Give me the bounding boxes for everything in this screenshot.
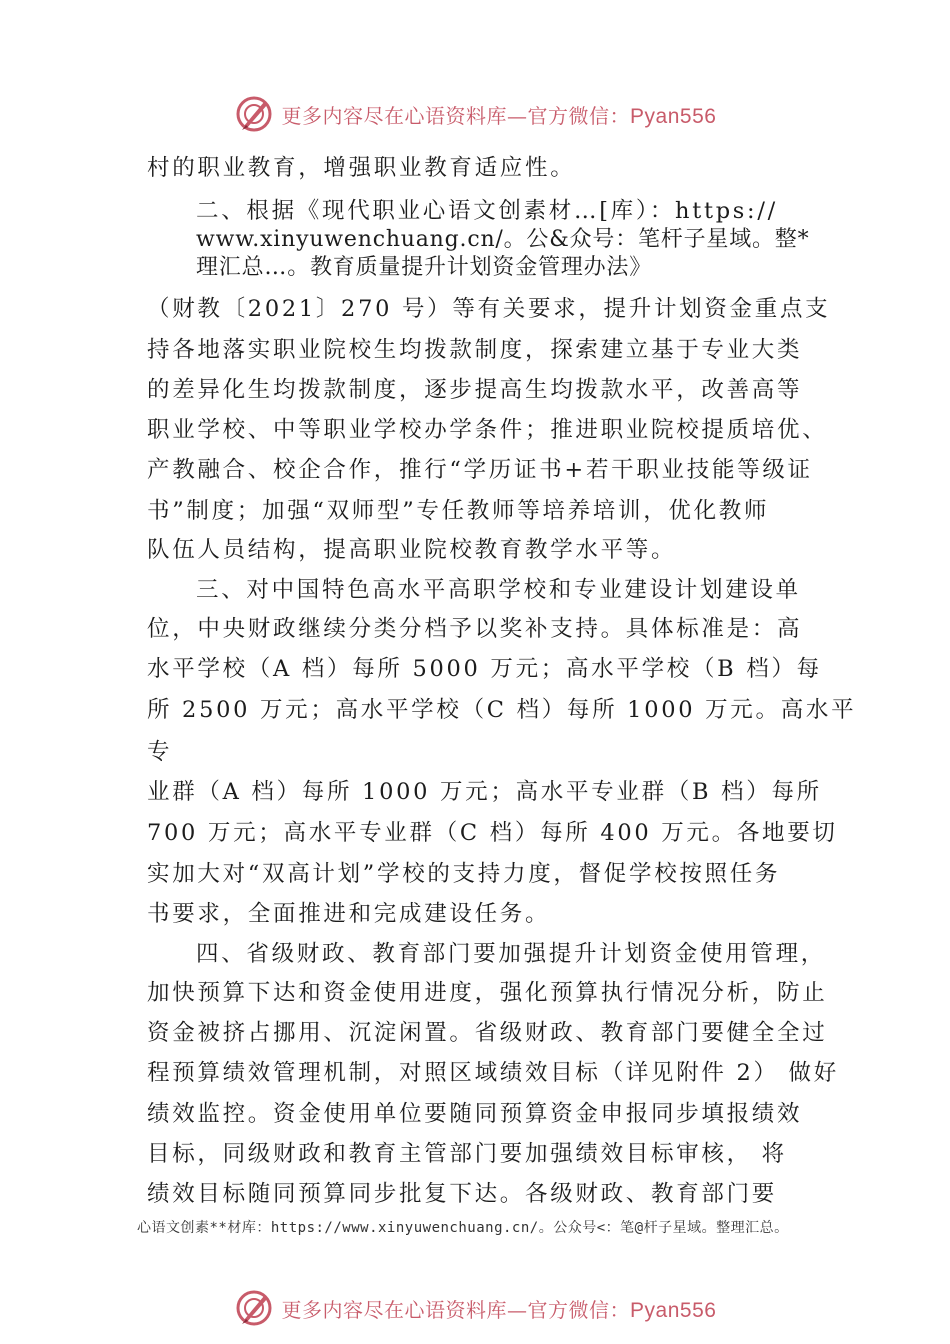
body-line: 加快预算下达和资金使用进度，强化预算执行情况分析，防止: [147, 980, 828, 1006]
body-line: 四、省级财政、教育部门要加强提升计划资金使用管理，: [196, 941, 827, 967]
body-line: 队伍人员结构，提高职业院校教育教学水平等。: [147, 537, 677, 563]
body-line: 理汇总…。教育质量提升计划资金管理办法》: [196, 255, 653, 280]
banner-text: [282, 100, 717, 129]
footer-note: 心语文创素**材库：https://www.xinyuwenchuang.cn/。公众号<：笔@杆子星域。整理汇总。: [137, 1220, 789, 1236]
banner-slogan: 更多内容尽在心语资料库—官方微信：: [281, 103, 631, 128]
body-line: 产教融合、校企合作，推行“学历证书+若干职业技能等级证: [147, 457, 813, 483]
body-line: 书要求，全面推进和完成建设任务。: [147, 901, 551, 927]
body-line: 的差异化生均拨款制度，逐步提高生均拨款水平，改善高等: [147, 377, 803, 403]
body-line: 村的职业教育，增强职业教育适应性。: [147, 155, 576, 181]
body-line: 绩效监控。资金使用单位要随同预算资金申报同步填报绩效: [147, 1101, 803, 1127]
body-line: 二、根据《现代职业心语文创素材…[库）：https://: [196, 198, 778, 224]
brush-logo-icon: [234, 1288, 274, 1328]
body-line: 三、对中国特色高水平高职学校和专业建设计划建设单: [196, 577, 801, 603]
body-line: 目标，同级财政和教育主管部门要加强绩效目标审核， 将: [147, 1141, 787, 1167]
body-line: 专: [147, 739, 173, 765]
body-line: 水平学校（A 档）每所 5000 万元；高水平学校（B 档）每: [147, 656, 822, 682]
body-line: 所 2500 万元；高水平学校（C 档）每所 1000 万元。高水平: [147, 697, 857, 723]
body-line: 位，中央财政继续分类分档予以奖补支持。具体标准是：高: [147, 616, 803, 642]
banner-wechat-id: Pyan556: [630, 104, 717, 128]
header-banner: [0, 92, 950, 136]
body-line: 资金被挤占挪用、沉淀闲置。省级财政、教育部门要健全全过: [147, 1020, 828, 1046]
body-line: 业群（A 档）每所 1000 万元；高水平专业群（B 档）每所: [147, 779, 822, 805]
body-line: 700 万元；高水平专业群（C 档）每所 400 万元。各地要切: [147, 820, 838, 846]
banner-wechat-id: Pyan556: [630, 1298, 717, 1322]
body-line: 绩效目标随同预算同步批复下达。各级财政、教育部门要: [147, 1181, 778, 1207]
body-line: 书”制度；加强“双师型”专任教师等培养培训，优化教师: [147, 498, 770, 524]
banner-slogan: 更多内容尽在心语资料库—官方微信：: [281, 1297, 631, 1322]
banner-text: [282, 1294, 717, 1323]
body-line: 持各地落实职业院校生均拨款制度，探索建立基于专业大类: [147, 337, 803, 363]
body-line: 职业学校、中等职业学校办学条件；推进职业院校提质培优、: [147, 417, 828, 443]
body-line: 程预算绩效管理机制，对照区域绩效目标（详见附件 2） 做好: [147, 1060, 839, 1086]
footer-banner: [0, 1286, 950, 1330]
brush-logo-icon: [234, 94, 274, 134]
body-line: （财教〔2021〕270 号）等有关要求，提升计划资金重点支: [147, 296, 831, 322]
body-line: www.xinyuwenchuang.cn/。公&众号：笔杆子星域。整*: [196, 227, 810, 252]
body-line: 实加大对“双高计划”学校的支持力度，督促学校按照任务: [147, 861, 781, 887]
